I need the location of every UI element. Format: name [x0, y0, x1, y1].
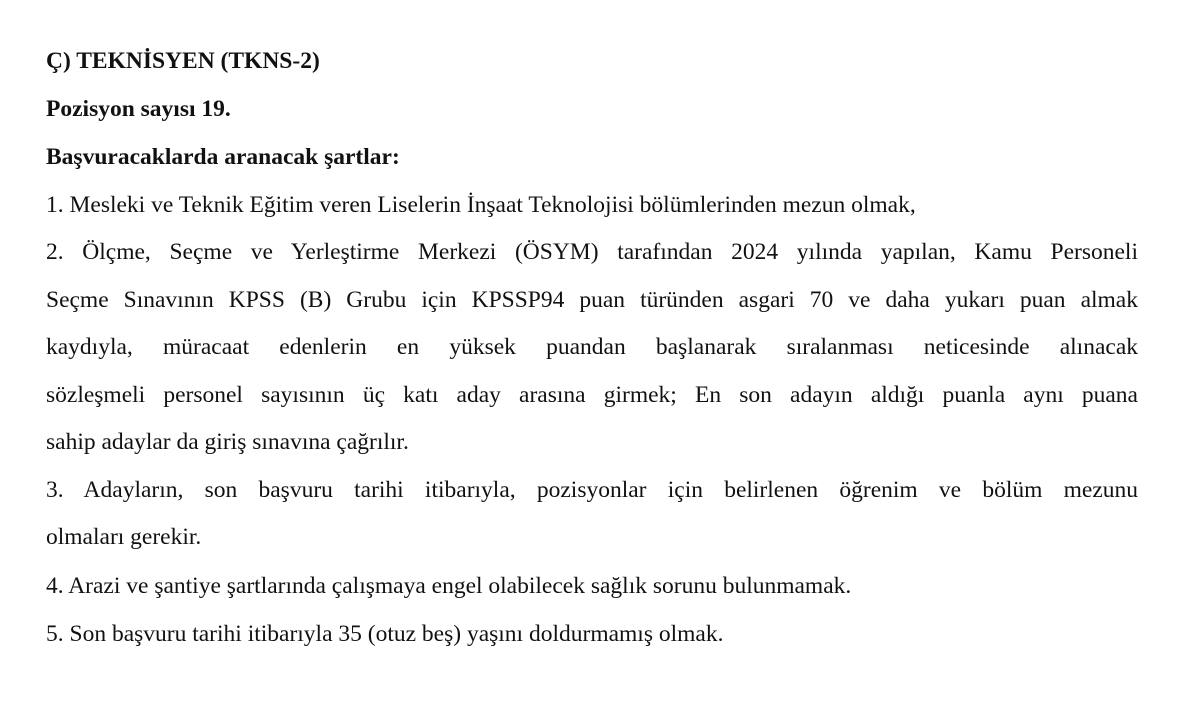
requirement-item-2-line: 2. Ölçme, Seçme ve Yerleştirme Merkezi (ÖSYM) tarafından 2024 yılında yapılan, Kamu Personeli	[46, 239, 1138, 265]
requirement-item-5: 5. Son başvuru tarihi itibarıyla 35 (otuz beş) yaşını doldurmamış olmak.	[46, 620, 724, 647]
requirement-item-2-line: sahip adaylar da giriş sınavına çağrılır.	[46, 429, 409, 455]
requirement-item-2-line: kaydıyla, müracaat edenlerin en yüksek puandan başlanarak sıralanması neticesinde alınacak	[46, 334, 1138, 360]
requirement-item-1: 1. Mesleki ve Teknik Eğitim veren Liselerin İnşaat Teknolojisi bölümlerinden mezun olmak,	[46, 192, 916, 218]
requirements-title: Başvuracaklarda aranacak şartlar:	[46, 144, 400, 170]
requirement-item-2-line: sözleşmeli personel sayısının üç katı aday arasına girmek; En son adayın aldığı puanla aynı puana	[46, 381, 1138, 408]
requirement-item-2-line: Seçme Sınavının KPSS (B) Grubu için KPSSP94 puan türünden asgari 70 ve daha yukarı puan almak	[46, 286, 1138, 313]
requirement-item-4: 4. Arazi ve şantiye şartlarında çalışmaya engel olabilecek sağlık sorunu bulunmamak.	[46, 572, 852, 599]
section-heading: Ç) TEKNİSYEN (TKNS-2)	[46, 48, 320, 74]
requirement-item-3	[46, 467, 1138, 562]
position-count: Pozisyon sayısı 19.	[46, 96, 231, 122]
requirement-item-3-line: olmaları gerekir.	[46, 524, 202, 550]
requirement-item-2	[46, 229, 1138, 467]
requirement-item-3-line: 3. Adayların, son başvuru tarihi itibarıyla, pozisyonlar için belirlenen öğrenim ve bölüm mezunu	[46, 476, 1138, 503]
